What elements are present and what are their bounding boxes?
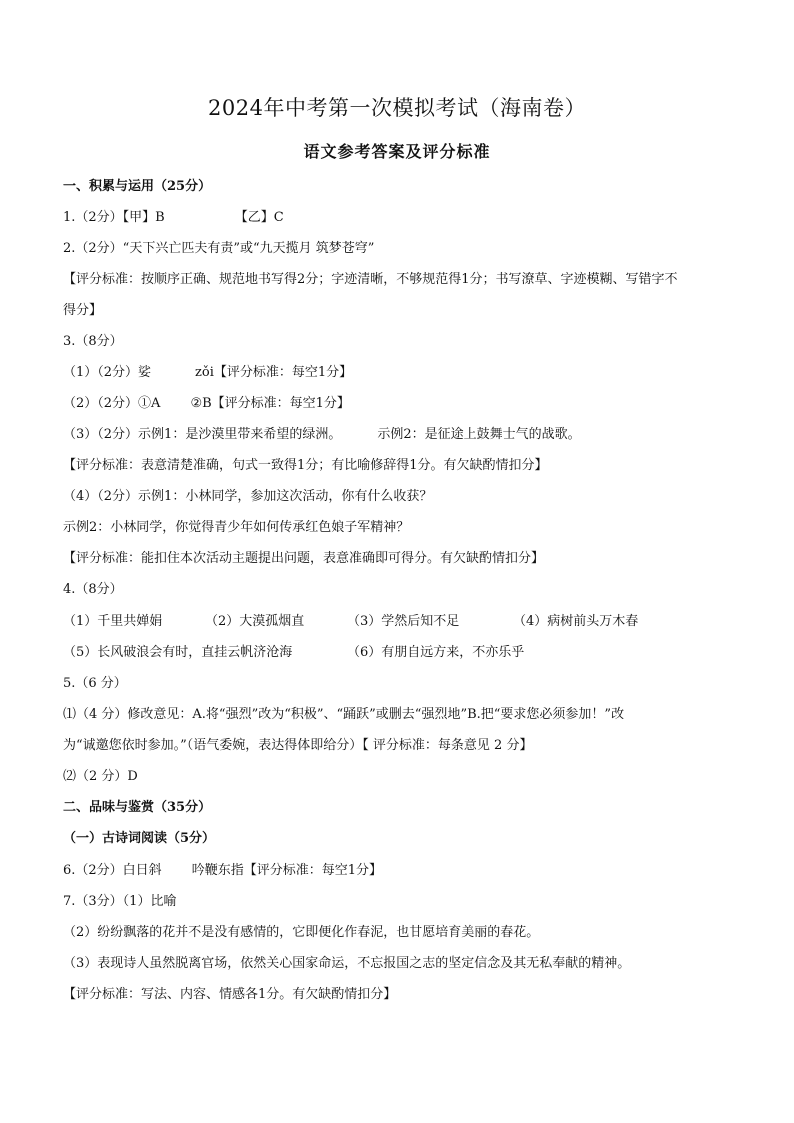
answer-q4-row1: [63, 613, 638, 631]
answer-q4-5: （5）长风破浪会有时，直挂云帆济沧海: [63, 645, 293, 660]
answer-q3-1: [63, 364, 352, 382]
answer-q3-2-b: ②B【评分标准：每空1分】: [190, 396, 350, 411]
answer-q4-2: （2）大漠孤烟直: [205, 614, 305, 629]
criteria-q3-3: 【评分标准：表意清楚准确，句式一致得1分；有比喻修辞得1分。有欠缺酌情扣分】: [63, 458, 548, 473]
answer-q2: 2.（2分）“天下兴亡匹夫有责”或“九天揽月 筑梦苍穹”: [63, 241, 375, 256]
criteria-q7: 【评分标准：写法、内容、情感各1分。有欠缺酌情扣分】: [63, 987, 397, 1002]
answer-q7-1: 7.（3分）（1）比喻: [63, 894, 177, 909]
answer-q7-2: （2）纷纷飘落的花并不是没有感情的，它即便化作春泥，也甘愿培育美丽的春花。: [63, 925, 540, 940]
answer-q3-4-a: （4）（2分）示例1：小林同学，参加这次活动，你有什么收获？: [63, 489, 433, 504]
answer-q3-4-b: 示例2：小林同学，你觉得青少年如何传承红色娘子军精神？: [63, 520, 410, 535]
answer-q5-2: ⑵（2 分）D: [63, 769, 138, 784]
answer-q3-3-b: 示例2：是征途上鼓舞士气的战歌。: [377, 427, 581, 442]
answer-q3-1-b: zǒi【评分标准：每空1分】: [195, 365, 353, 380]
answer-q1-b: 【乙】C: [234, 210, 284, 225]
answer-q6: [63, 862, 382, 880]
criteria-q3-4: 【评分标准：能扣住本次活动主题提出问题，表意准确即可得分。有欠缺酌情扣分】: [63, 551, 545, 566]
answer-q1-a: 1.（2分）【甲】B: [63, 210, 165, 225]
question-heading-q5: 5.（6 分）: [63, 676, 127, 691]
answer-q4-6: （6）有朋自远方来，不亦乐乎: [347, 645, 525, 660]
question-heading-q4: 4.（8分）: [63, 582, 123, 597]
answer-q7-3: （3）表现诗人虽然脱离官场，依然关心国家命运，不忘报国之志的坚定信念及其无私奉献的精神。: [63, 956, 631, 971]
answer-q3-3: [63, 426, 581, 444]
answer-q4-row2: [63, 644, 524, 662]
answer-q4-4: （4）病树前头万木春: [513, 614, 639, 629]
answer-q1: [63, 209, 284, 227]
answer-q3-1-a: （1）（2分）娑: [63, 365, 152, 380]
answer-q5-1-line2: 为“诚邀您依时参加。”（语气委婉，表达得体即给分）【 评分标准：每条意见 2 分】: [63, 738, 533, 753]
criteria-q2-line2: 得分】: [63, 303, 103, 318]
answer-q3-2: [63, 395, 350, 413]
page-title: 2024年中考第一次模拟考试（海南卷）: [208, 96, 586, 120]
answer-q4-1: （1）千里共婵娟: [63, 614, 163, 629]
criteria-q2-line1: 【评分标准：按顺序正确、规范地书写得2分；字迹清晰，不够规范得1分；书写潦草、字迹模糊、写错字不: [63, 272, 678, 287]
section-heading-2: 二、品味与鉴赏（35分）: [63, 800, 212, 815]
section-heading-1: 一、积累与运用（25分）: [63, 179, 212, 194]
answer-q6-a: 6.（2分）白日斜: [63, 863, 162, 878]
page-subtitle: 语文参考答案及评分标准: [303, 142, 491, 161]
answer-q4-3: （3）学然后知不足: [347, 614, 460, 629]
answer-q3-2-a: （2）（2分）①A: [63, 396, 161, 411]
subsection-heading-poetry: （一）古诗词阅读（5分）: [63, 831, 216, 846]
answer-q6-b: 吟鞭东指【评分标准：每空1分】: [191, 863, 382, 878]
answer-q3-3-a: （3）（2分）示例1：是沙漠里带来希望的绿洲。: [63, 427, 342, 442]
question-heading-q3: 3.（8分）: [63, 334, 123, 349]
answer-q5-1-line1: ⑴（4 分）修改意见：A.将“强烈”改为“积极”、“踊跃”或删去“强烈地”B.把“要求您必须参加！”改: [63, 707, 625, 722]
